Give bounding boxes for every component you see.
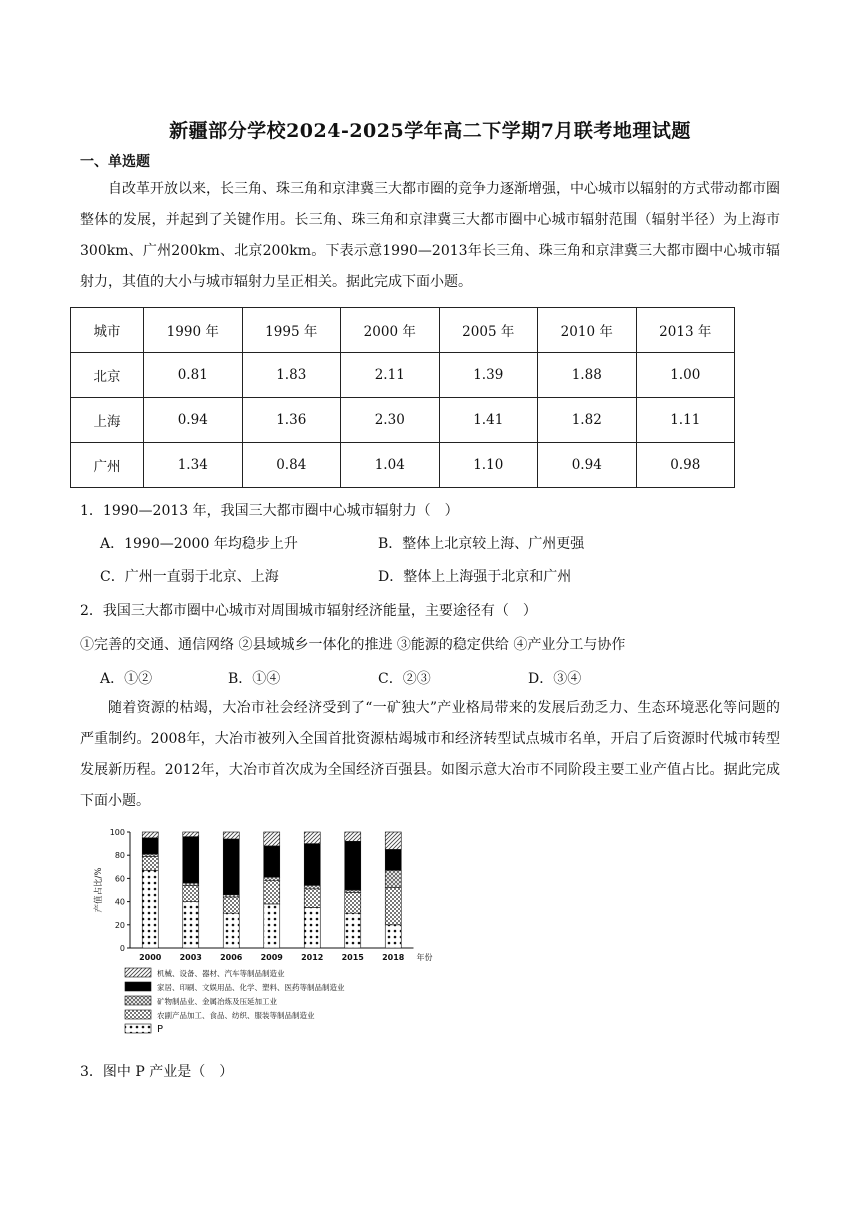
question-1-option-c[interactable]: C．广州一直弱于北京、上海: [100, 569, 279, 585]
x-tick-label: 2006: [220, 953, 243, 962]
table-cell: 0.81: [144, 353, 243, 398]
table-cell: 1.04: [341, 443, 440, 488]
table-cell: 1.00: [636, 353, 735, 398]
table-cell: 广州: [71, 443, 144, 488]
table-row: [71, 398, 735, 443]
bar-segment: [223, 913, 239, 948]
table-cell: 1.10: [439, 443, 538, 488]
bar-segment: [304, 907, 320, 948]
table-cell: 0.84: [242, 443, 341, 488]
bar-segment: [223, 895, 239, 897]
bar-segment: [385, 888, 401, 925]
table-cell: 0.94: [538, 443, 637, 488]
question-1-option-a[interactable]: A．1990—2000 年均稳步上升: [100, 536, 298, 552]
bar-segment: [264, 877, 280, 880]
legend-label: 农副产品加工、食品、纺织、服装等制品制造业: [157, 1011, 315, 1020]
bar-segment: [264, 832, 280, 846]
table-header-cell: 1995 年: [242, 308, 341, 353]
bar-segment: [183, 883, 199, 885]
bar-segment: [345, 841, 361, 890]
page-title: 新疆部分学校2024-2025学年高二下学期7月联考地理试题: [169, 120, 691, 142]
bar-segment: [345, 832, 361, 841]
question-2-option-a[interactable]: A．①②: [100, 671, 153, 687]
x-tick-label: 2015: [341, 953, 364, 962]
y-tick-label: 100: [109, 828, 125, 837]
table-header-cell: 城市: [71, 308, 144, 353]
bar-segment: [183, 902, 199, 948]
table-header-cell: 2013 年: [636, 308, 735, 353]
table-cell: 上海: [71, 398, 144, 443]
legend-swatch: [125, 1024, 151, 1033]
question-2-option-d[interactable]: D．③④: [528, 671, 582, 687]
question-2-statements: ①完善的交通、通信网络 ②县域城乡一体化的推进 ③能源的稳定供给 ④产业分工与协作: [80, 637, 626, 653]
x-tick-label: 2012: [301, 953, 324, 962]
question-1-option-d[interactable]: D．整体上上海强于北京和广州: [378, 569, 572, 585]
legend-swatch: [125, 968, 151, 977]
passage-1: 自改革开放以来，长三角、珠三角和京津冀三大都市圈的竞争力逐渐增强，中心城市以辐射的方式带动都市圈整体的发展，并起到了关键作用。长三角、珠三角和京津冀三大都市圈中心城市辐射范围（辐射半径）为上海市300km、广州200km、北京200km。下表示意1990—2013年长三角、珠三角和京津冀三大都市圈中心城市辐射力，其值的大小与城市辐射力呈正相关。据此完成下面小题。: [80, 181, 780, 290]
legend-label: 机械、设备、器材、汽车等制品制造业: [157, 969, 285, 978]
bar-segment: [385, 832, 401, 849]
bar-segment: [304, 832, 320, 844]
table-cell: 1.34: [144, 443, 243, 488]
y-tick-label: 40: [114, 897, 125, 907]
y-tick-label: 0: [119, 944, 125, 953]
question-2-stem: 2．我国三大都市圈中心城市对周围城市辐射经济能量，主要途径有（ ）: [80, 603, 537, 619]
bar-segment: [142, 838, 158, 854]
table-cell: 2.30: [341, 398, 440, 443]
bar-segment: [183, 885, 199, 901]
passage-2: 随着资源的枯竭，大冶市社会经济受到了“一矿独大”产业格局带来的发展后劲乏力、生态环境恶化等问题的严重制约。2008年，大冶市被列入全国首批资源枯竭城市和经济转型试点城市名单，开启了后资源时代城市转型发展新历程。2012年，大冶市首次成为全国经济百强县。如图示意大冶市不同阶段主要工业产值占比。据此完成下面小题。: [80, 700, 780, 809]
industry-share-chart: [92, 826, 433, 1054]
bar-segment: [385, 870, 401, 887]
table-cell: 0.98: [636, 443, 735, 488]
table-cell: 1.82: [538, 398, 637, 443]
bar-segment: [345, 913, 361, 948]
bar-segment: [223, 897, 239, 913]
x-tick-label: 2000: [139, 953, 162, 962]
section-heading: 一、单选题: [80, 154, 150, 170]
bar-segment: [142, 856, 158, 870]
question-1-stem: 1．1990—2013 年，我国三大都市圈中心城市辐射力（ ）: [80, 503, 459, 519]
bar-segment: [264, 881, 280, 904]
y-axis-label: 产值占比/%: [94, 867, 104, 913]
legend-label: P: [157, 1024, 164, 1035]
question-2-option-c[interactable]: C．②③: [378, 671, 431, 687]
bar-segment: [142, 832, 158, 838]
bar-segment: [264, 904, 280, 948]
table-row: [71, 353, 735, 398]
x-tick-label: 2009: [260, 953, 283, 962]
table-cell: 2.11: [341, 353, 440, 398]
legend-label: 家居、印刷、文娱用品、化学、塑料、医药等制品制造业: [157, 983, 345, 992]
bar-segment: [183, 832, 199, 837]
bar-segment: [304, 844, 320, 886]
legend-swatch: [125, 1010, 151, 1019]
legend-swatch: [125, 996, 151, 1005]
table-header-cell: 1990 年: [144, 308, 243, 353]
bar-segment: [223, 832, 239, 839]
table-cell: 1.11: [636, 398, 735, 443]
bar-segment: [142, 854, 158, 856]
table-cell: 1.39: [439, 353, 538, 398]
question-1-option-b[interactable]: B．整体上北京较上海、广州更强: [378, 536, 585, 552]
bar-segment: [264, 846, 280, 877]
table-cell: 1.41: [439, 398, 538, 443]
y-tick-label: 80: [114, 851, 125, 861]
bar-segment: [345, 890, 361, 892]
table-cell: 1.83: [242, 353, 341, 398]
table-cell: 0.94: [144, 398, 243, 443]
table-cell: 1.36: [242, 398, 341, 443]
bar-segment: [304, 885, 320, 888]
x-tick-label: 2003: [179, 953, 202, 962]
table-header-row: [71, 308, 735, 353]
x-axis-label: 年份: [416, 953, 433, 962]
bar-segment: [345, 892, 361, 913]
legend-label: 矿物制品业、金属冶炼及压延加工业: [157, 997, 277, 1006]
table-header-cell: 2000 年: [341, 308, 440, 353]
bar-segment: [183, 837, 199, 883]
bar-segment: [385, 849, 401, 870]
radiation-table: [70, 307, 735, 488]
table-cell: 1.88: [538, 353, 637, 398]
question-2-option-b[interactable]: B．①④: [228, 671, 281, 687]
bar-segment: [142, 870, 158, 948]
table-cell: 北京: [71, 353, 144, 398]
x-tick-label: 2018: [382, 953, 405, 962]
table-row: [71, 443, 735, 488]
y-tick-label: 60: [114, 874, 125, 884]
legend-swatch: [125, 982, 151, 991]
y-tick-label: 20: [114, 920, 125, 930]
bar-segment: [223, 839, 239, 895]
table-header-cell: 2010 年: [538, 308, 637, 353]
question-3-stem: 3．图中 P 产业是（ ）: [80, 1064, 234, 1080]
bar-segment: [385, 925, 401, 948]
bar-segment: [304, 889, 320, 908]
table-header-cell: 2005 年: [439, 308, 538, 353]
